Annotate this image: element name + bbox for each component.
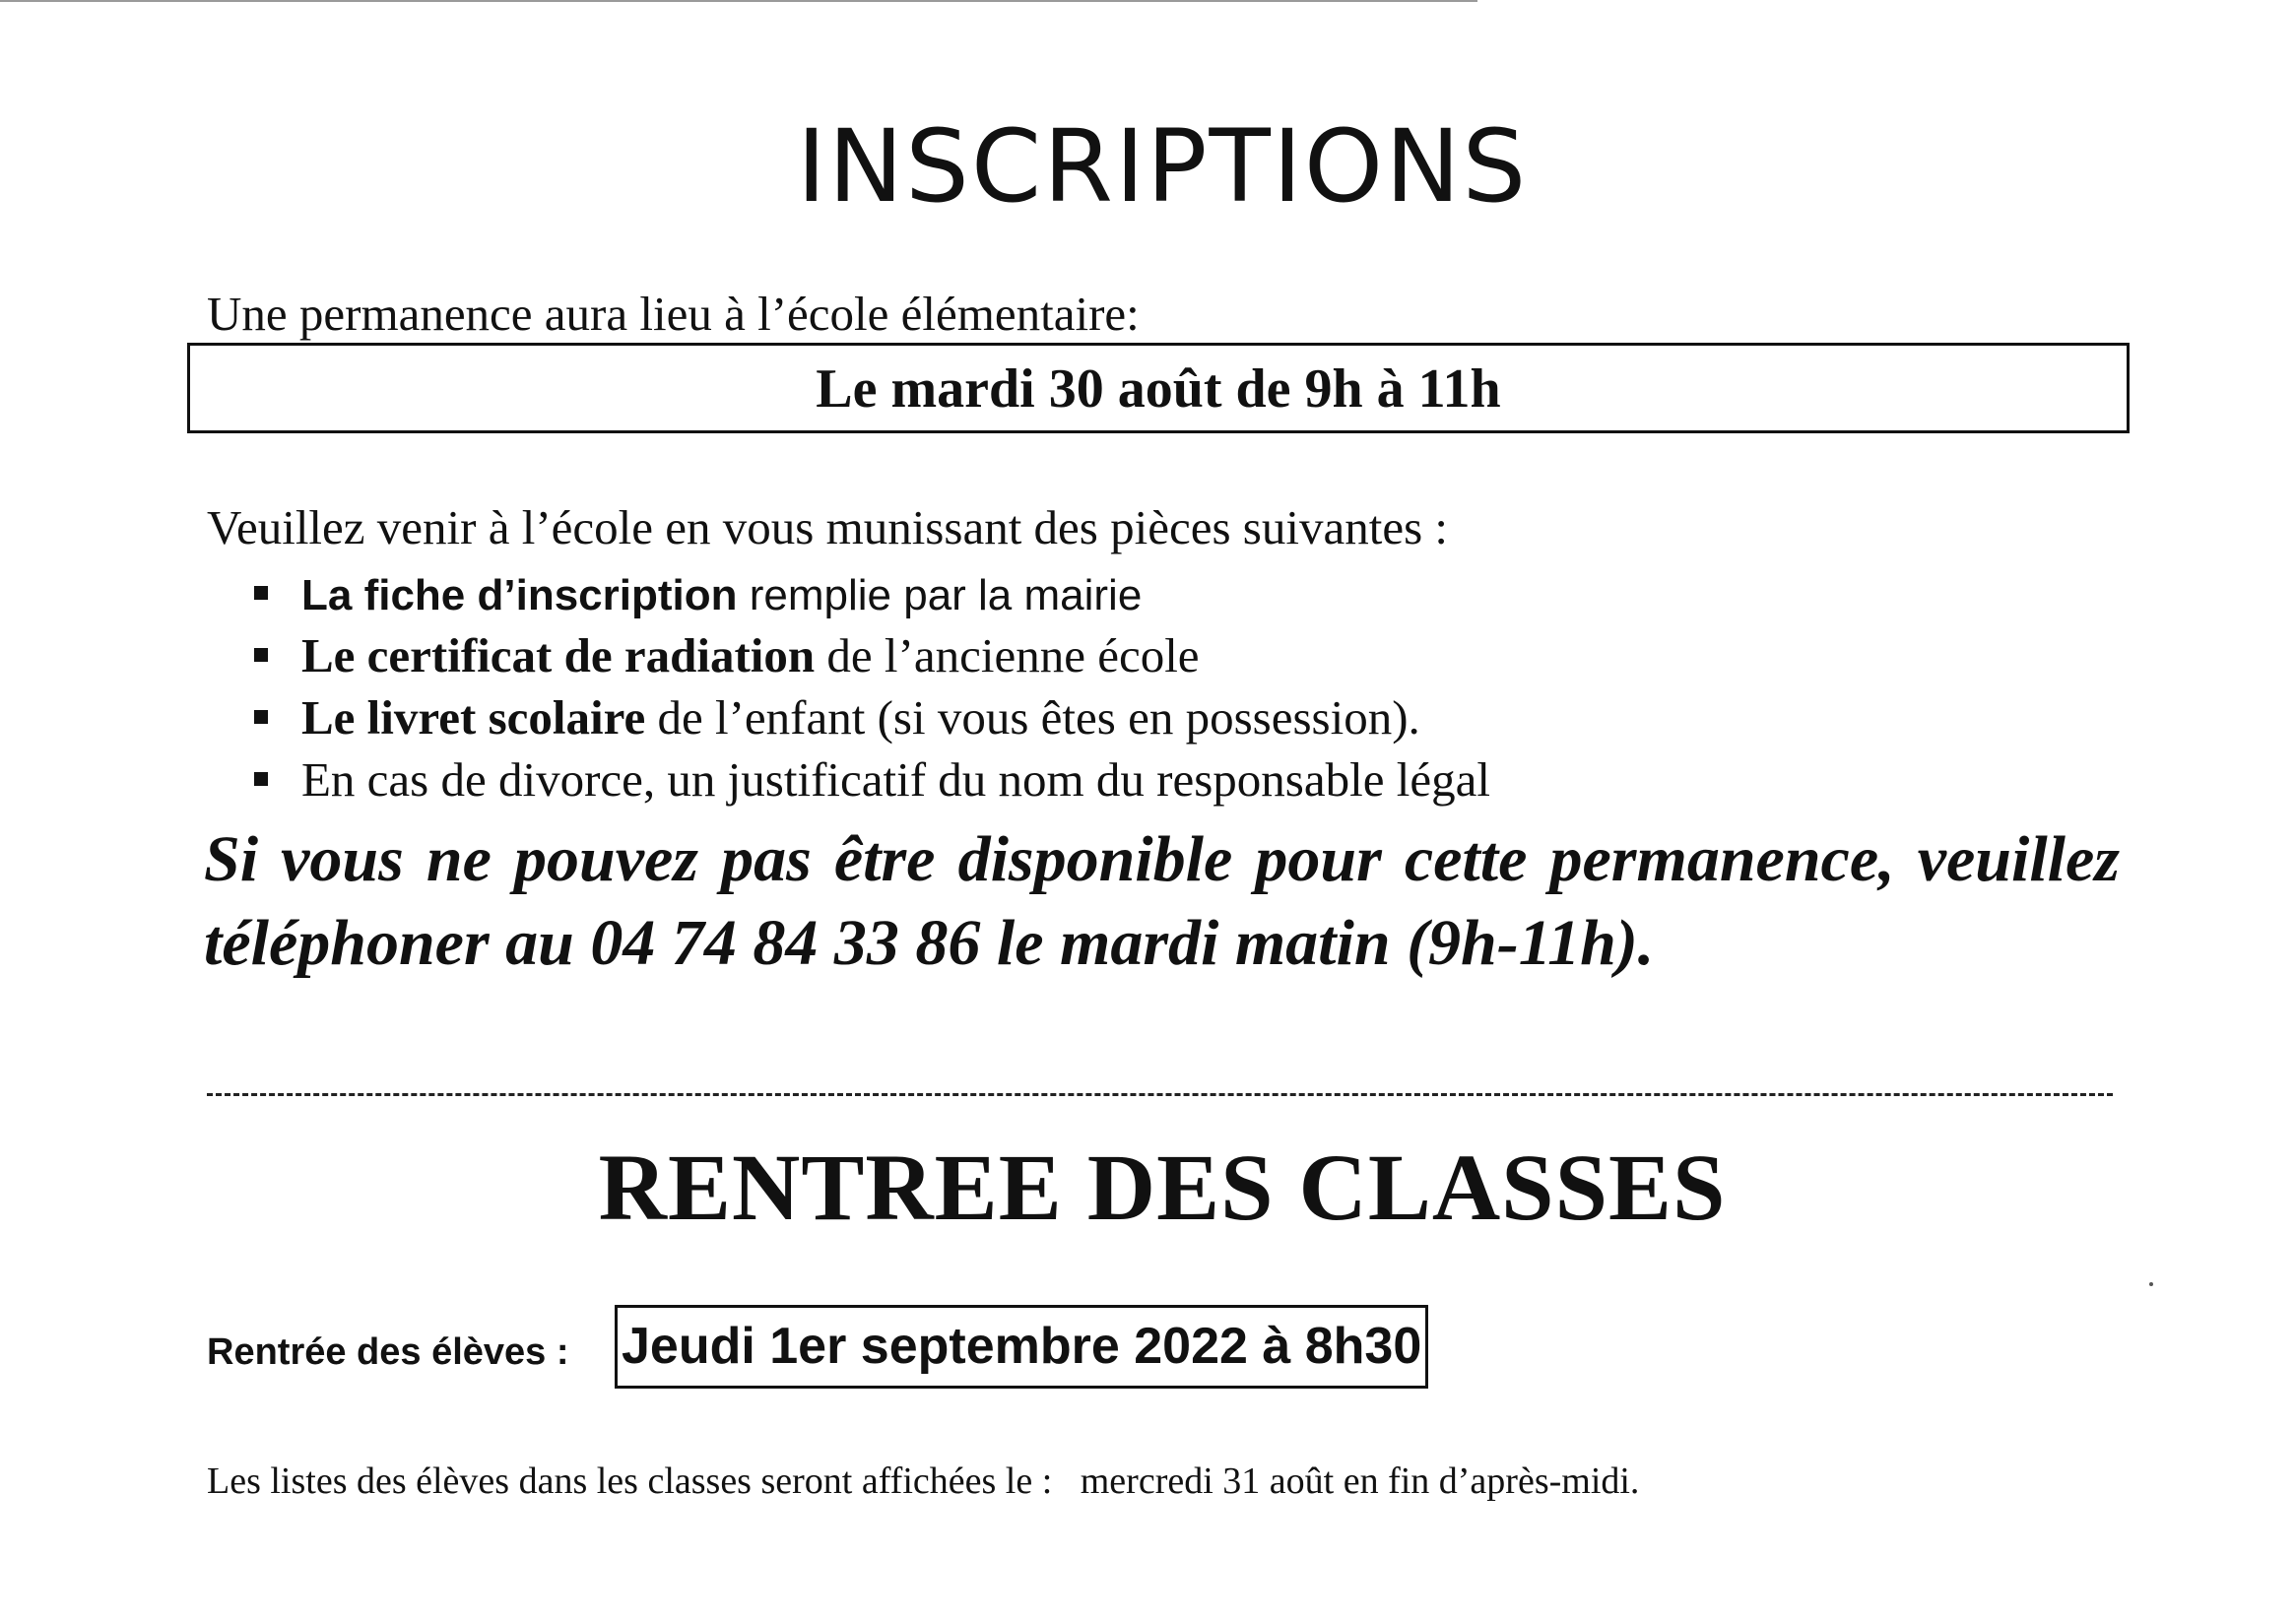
pieces-intro-text: Veuillez venir à l’école en vous munissant des pièces suivantes : [207,500,1449,554]
list-item-bold: Le livret scolaire [301,690,646,745]
list-item-text: de l’enfant (si vous êtes en possession). [645,690,1420,745]
dashed-divider [207,1093,2113,1096]
rentree-label: Rentrée des élèves : [207,1331,569,1373]
phone-notice: Si vous ne pouvez pas être disponible pour cette permanence, veuillez téléphoner au 04 74 84 33 86 le mardi matin (9h-11h). [204,823,2120,979]
scan-edge-line [0,0,1477,2]
list-item-text: remplie par la mairie [737,571,1143,619]
list-item-bold: La fiche d’inscription [301,571,738,619]
list-item-text: En cas de divorce, un justificatif du nom du responsable légal [301,752,1490,807]
list-item [254,624,1490,686]
square-bullet-icon [254,710,268,724]
class-lists-note [207,1459,1639,1503]
intro-text: Une permanence aura lieu à l’école élémentaire: [207,287,1140,341]
rentree-date-box: Jeudi 1er septembre 2022 à 8h30 [615,1305,1428,1389]
square-bullet-icon [254,772,268,786]
square-bullet-icon [254,586,268,600]
section-title: RENTREE DES CLASSES [598,1135,1727,1240]
list-item [254,748,1490,810]
pieces-list [254,562,1490,810]
list-item [254,562,1490,624]
square-bullet-icon [254,648,268,662]
list-item-bold: Le certificat de radiation [301,628,816,682]
page-title: INSCRIPTIONS [796,108,1529,226]
list-item-text: de l’ancienne école [815,628,1200,682]
list-item [254,686,1490,748]
permanence-date-box: Le mardi 30 août de 9h à 11h [187,343,2130,433]
class-lists-date: mercredi 31 août en fin d’après-midi. [1080,1460,1640,1502]
scan-speck [2149,1282,2153,1286]
class-lists-text: Les listes des élèves dans les classes seront affichées le : [207,1460,1053,1502]
